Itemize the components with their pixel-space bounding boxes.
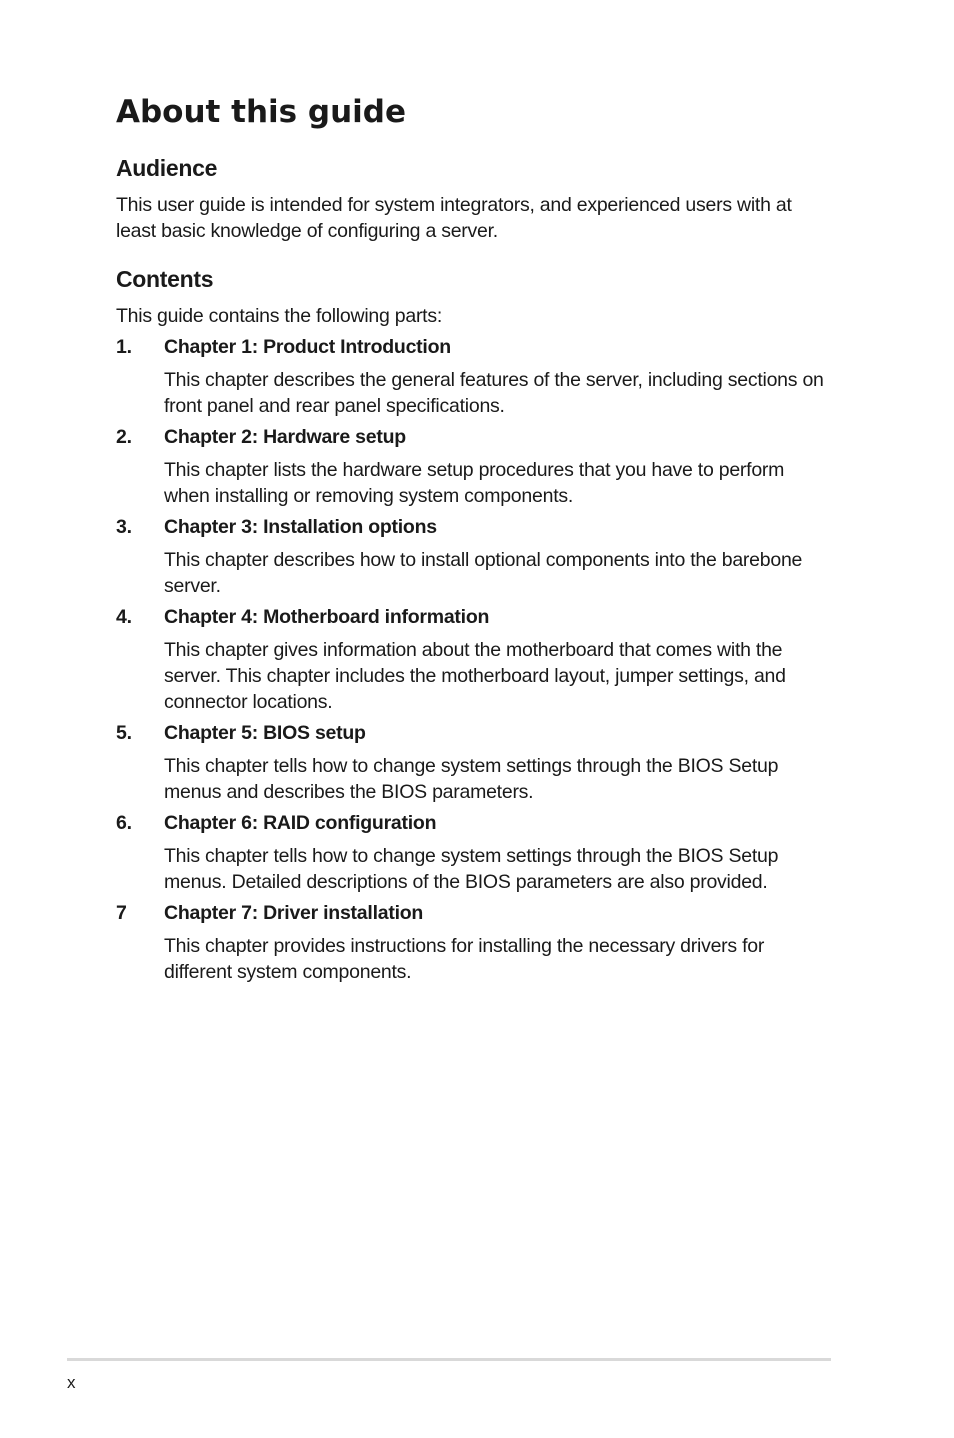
chapter-item	[116, 424, 831, 509]
footer-divider	[67, 1358, 831, 1361]
chapter-description: This chapter tells how to change system settings through the BIOS Setup menus and describes the BIOS parameters.	[164, 755, 779, 803]
chapter-number: 6.	[116, 812, 132, 834]
chapter-description: This chapter describes the general features of the server, including sections on front panel and rear panel specifications.	[164, 369, 824, 417]
chapter-number: 7	[116, 902, 127, 924]
chapter-item	[116, 604, 831, 715]
chapter-item	[116, 514, 831, 599]
chapter-item	[116, 810, 831, 895]
chapter-description: This chapter provides instructions for installing the necessary drivers for different system components.	[164, 935, 765, 983]
chapter-number: 3.	[116, 516, 132, 538]
chapter-item	[116, 900, 831, 985]
chapter-number: 4.	[116, 606, 132, 628]
chapter-number: 2.	[116, 426, 132, 448]
contents-heading: Contents	[116, 266, 214, 292]
chapter-description: This chapter tells how to change system settings through the BIOS Setup menus. Detailed descriptions of the BIOS parameters are also provided.	[164, 845, 779, 893]
chapter-heading	[116, 514, 831, 540]
chapter-title: Chapter 7: Driver installation	[164, 902, 424, 924]
audience-heading: Audience	[116, 155, 218, 181]
chapter-heading	[116, 720, 831, 746]
page-number: x	[67, 1373, 76, 1392]
chapter-heading	[116, 810, 831, 836]
chapter-title: Chapter 2: Hardware setup	[164, 426, 406, 448]
chapter-item	[116, 720, 831, 805]
chapter-heading	[116, 424, 831, 450]
chapter-description: This chapter describes how to install optional components into the barebone server.	[164, 549, 803, 597]
chapter-list	[116, 334, 831, 990]
chapter-number: 5.	[116, 722, 132, 744]
chapter-title: Chapter 4: Motherboard information	[164, 606, 490, 628]
chapter-heading	[116, 900, 831, 926]
chapter-title: Chapter 1: Product Introduction	[164, 336, 451, 358]
chapter-description: This chapter gives information about the motherboard that comes with the server. This chapter includes the motherboard layout, jumper settings, and connector locations.	[164, 639, 786, 713]
chapter-title: Chapter 3: Installation options	[164, 516, 437, 538]
chapter-item	[116, 334, 831, 419]
page-title: About this guide	[116, 94, 407, 130]
chapter-title: Chapter 5: BIOS setup	[164, 722, 366, 744]
chapter-number: 1.	[116, 336, 132, 358]
chapter-heading	[116, 334, 831, 360]
chapter-title: Chapter 6: RAID configuration	[164, 812, 437, 834]
audience-text: This user guide is intended for system integrators, and experienced users with at least basic knowledge of configuring a server.	[116, 194, 792, 242]
contents-intro: This guide contains the following parts:	[116, 305, 443, 327]
chapter-description: This chapter lists the hardware setup procedures that you have to perform when installing or removing system components.	[164, 459, 785, 507]
chapter-heading	[116, 604, 831, 630]
